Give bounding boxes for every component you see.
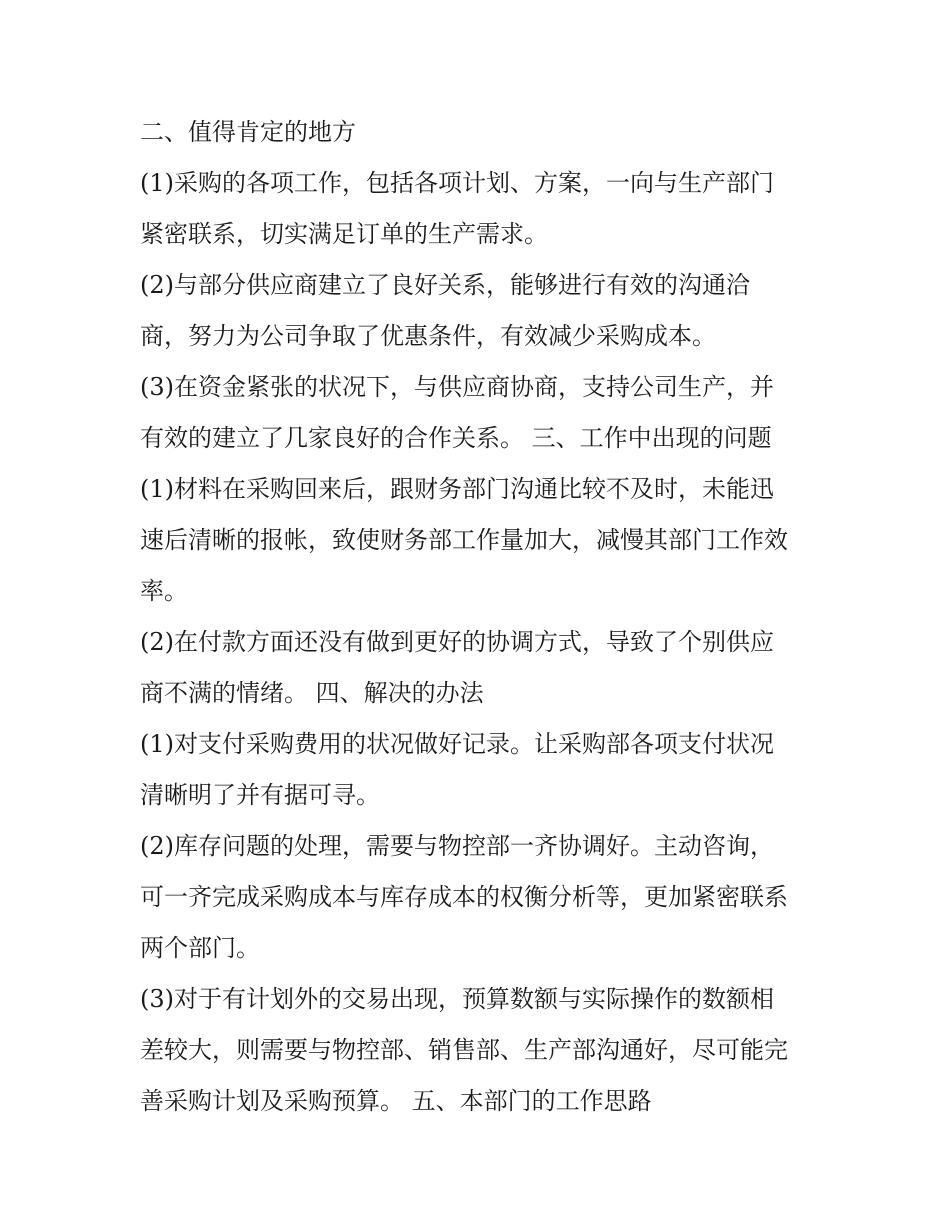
text-line: 善采购计划及采购预算。 五、本部门的工作思路 <box>140 1087 652 1115</box>
section-heading: 二、值得肯定的地方 <box>140 118 356 146</box>
text-line: 清晰明了并有据可寻。 <box>140 781 380 809</box>
text-line: 商不满的情绪。 四、解决的办法 <box>140 679 484 707</box>
text-line: (2)库存问题的处理，需要与物控部一齐协调好。主动咨询， <box>140 832 774 860</box>
text-line: 率。 <box>140 577 188 605</box>
text-line: 速后清晰的报帐，致使财务部工作量加大，减慢其部门工作效 <box>140 526 788 554</box>
text-line: (1)对支付采购费用的状况做好记录。让采购部各项支付状况 <box>140 730 774 758</box>
text-line: 差较大，则需要与物控部、销售部、生产部沟通好，尽可能完 <box>140 1036 788 1064</box>
text-line: (3)在资金紧张的状况下，与供应商协商，支持公司生产，并 <box>140 373 774 401</box>
text-line: 紧密联系，切实满足订单的生产需求。 <box>140 220 548 248</box>
text-line: 商，努力为公司争取了优惠条件，有效减少采购成本。 <box>140 322 716 350</box>
text-line: (1)采购的各项工作，包括各项计划、方案，一向与生产部门 <box>140 169 774 197</box>
text-line: (3)对于有计划外的交易出现，预算数额与实际操作的数额相 <box>140 985 774 1013</box>
text-line: (2)与部分供应商建立了良好关系，能够进行有效的沟通洽 <box>140 271 750 299</box>
text-line: 可一齐完成采购成本与库存成本的权衡分析等，更加紧密联系 <box>140 883 788 911</box>
text-line: (2)在付款方面还没有做到更好的协调方式，导致了个别供应 <box>140 628 774 656</box>
body-text <box>140 107 830 1127</box>
text-line: 有效的建立了几家良好的合作关系。 三、工作中出现的问题 <box>140 424 772 452</box>
text-line: 两个部门。 <box>140 934 260 962</box>
text-line: (1)材料在采购回来后，跟财务部门沟通比较不及时，未能迅 <box>140 475 774 503</box>
